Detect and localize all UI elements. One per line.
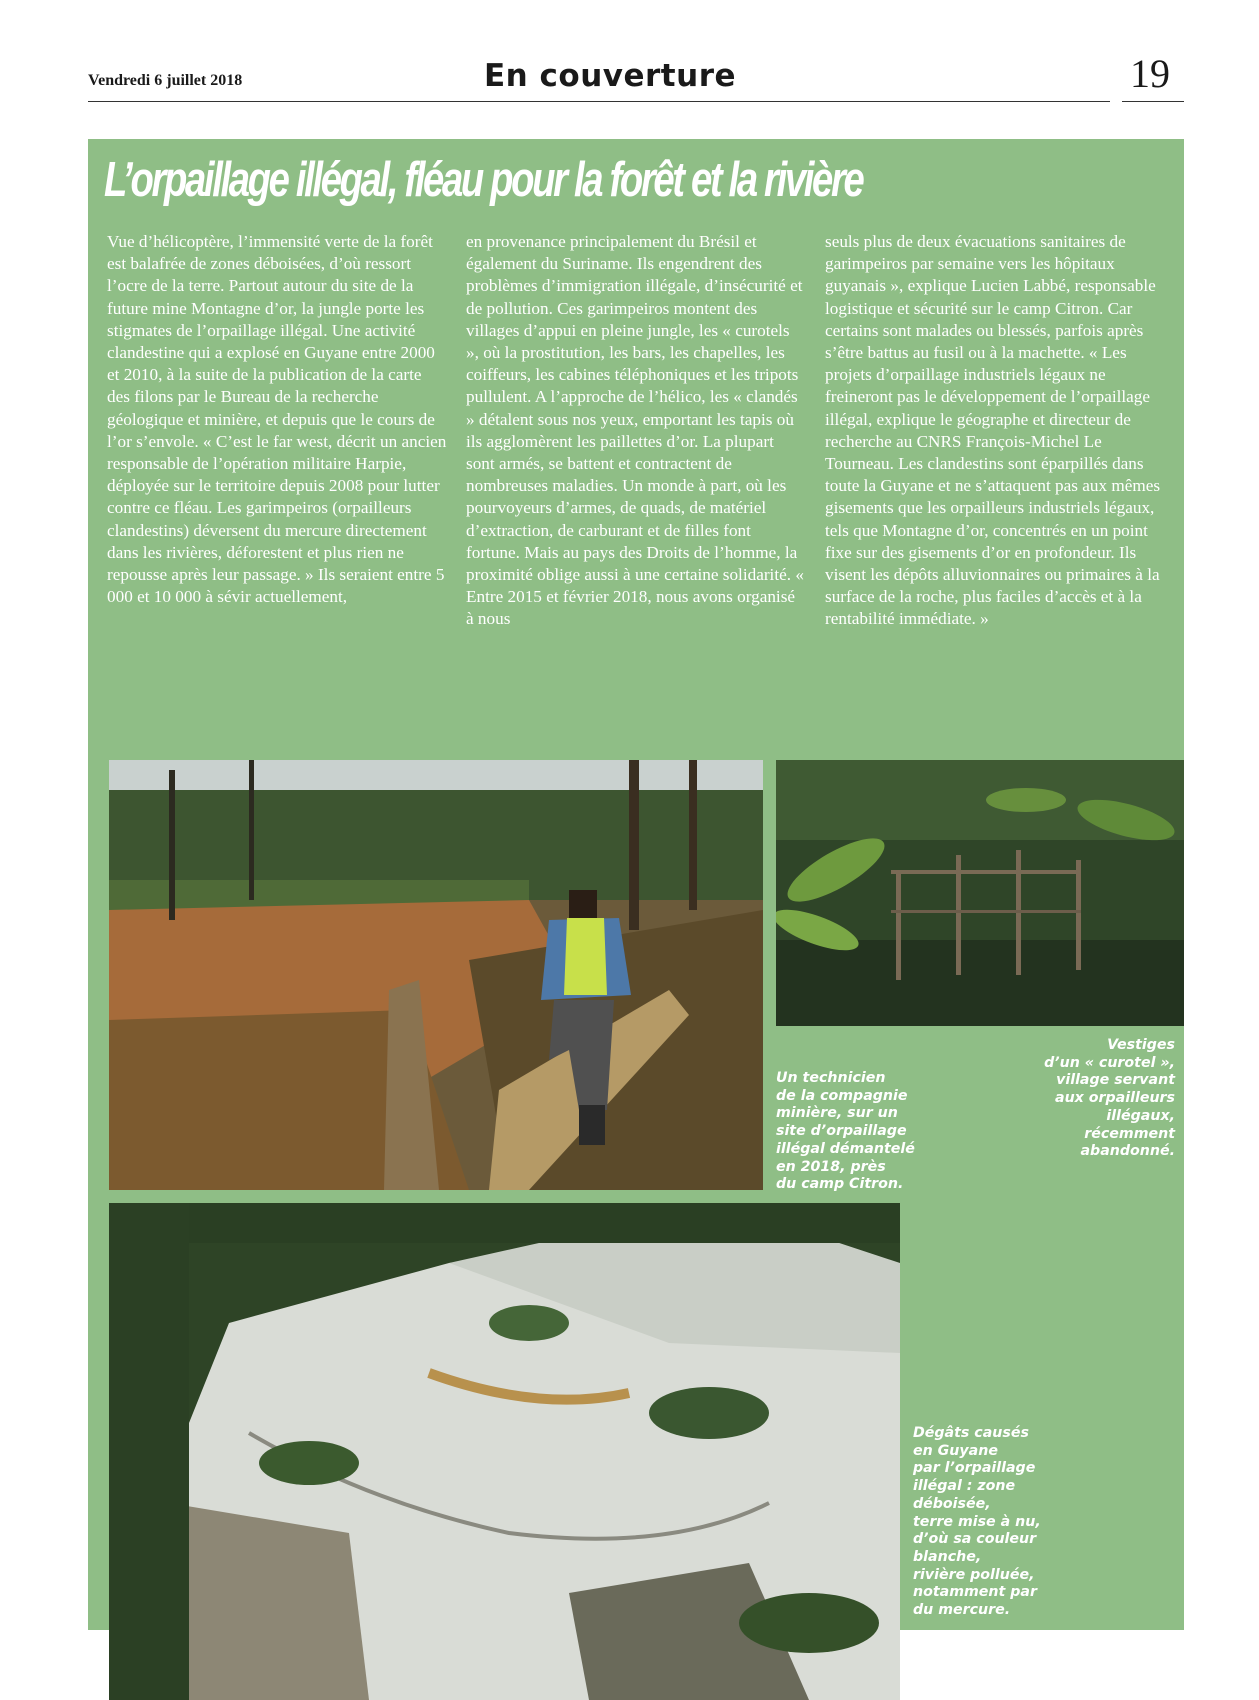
article-title: L’orpaillage illégal, fléau pour la forêt et la rivière — [104, 153, 863, 207]
photo-curotel — [776, 760, 1184, 1026]
caption-curotel: Vestiges d’un « curotel », village servant aux orpailleurs illégaux, récemment abandonné. — [1044, 1037, 1175, 1160]
page-number-rule — [1122, 101, 1184, 102]
article-column-2 — [466, 231, 806, 631]
column-text: en provenance principalement du Brésil et également du Suriname. Ils engendrent des problèmes d’immigration illégale, d’insécurité et de pollution. Ces garimpeiros montent des villages d’appui en pleine jungle, les « curotels », où la prostitution, les bars, les chapelles, les coiffeurs, les cabines téléphoniques et les tripots pullulent. A l’approche de l’hélico, les « clandés » détalent sous nos yeux, emportant les tapis où ils agglomèrent les paillettes d’or. La plupart sont armés, se battent et contractent de nombreuses maladies. Un monde à part, où les pourvoyeurs d’armes, de quads, de matériel d’extraction, de carburant et de filles font fortune. Mais au pays des Droits de l’homme, la proximité oblige aussi à une certaine solidarité. « Entre 2015 et février 2018, nous avons organisé à nous — [466, 232, 804, 629]
header-rule — [88, 101, 1110, 102]
page-number: 19 — [1130, 51, 1170, 96]
caption-damage: Dégâts causés en Guyane par l’orpaillage illégal : zone déboisée, terre mise à nu, d’où sa couleur blanche, rivière polluée, notamment par du mercure. — [913, 1425, 1041, 1619]
section-title: En couverture — [484, 58, 737, 94]
caption-technician: Un technicien de la compagnie minière, sur un site d’orpaillage illégal démantelé en 2018, près du camp Citron. — [776, 1070, 915, 1193]
column-text: Vue d’hélicoptère, l’immensité verte de la forêt est balafrée de zones déboisées, d’où ressort l’ocre de la terre. Partout autour du site de la future mine Montagne d’or, la jungle porte les stigmates de l’orpaillage illégal. Une activité clandestine qui a explosé en Guyane entre 2000 et 2010, à la suite de la publication de la carte des filons par le Bureau de la recherche géologique et minière, et depuis que le cours de l’or s’envole. « C’est le far west, décrit un ancien responsable de l’opération militaire Harpie, déployée sur le territoire depuis 2008 pour lutter contre ce fléau. Les garimpeiros (orpailleurs clandestins) déversent du mercure directement dans les rivières, déforestent et plus rien ne repousse après leur passage. » Ils seraient entre 5 000 et 10 000 à sévir actuellement, — [107, 232, 447, 607]
photo-aerial-damage — [109, 1203, 900, 1700]
article-column-3 — [825, 231, 1165, 631]
photo-technician — [109, 760, 763, 1190]
article-column-1 — [107, 231, 447, 608]
column-text: seuls plus de deux évacuations sanitaires de garimpeiros par semaine vers les hôpitaux guyanais », explique Lucien Labbé, responsable logistique et sécurité sur le camp Citron. Car certains sont malades ou blessés, parfois après s’être battus au fusil ou à la machette. « Les projets d’orpaillage industriels légaux ne freineront pas le développement de l’orpaillage illégal, explique le géographe et directeur de recherche au CNRS François-Michel Le Tourneau. Les clandestins sont éparpillés dans toute la Guyane et ne s’attaquent pas aux mêmes gisements que les orpailleurs industriels légaux, tels que Montagne d’or, concentrés en un point fixe sur des gisements d’or en profondeur. Ils visent les dépôts alluvionnaires ou primaires à la surface de la roche, plus faciles d’accès et à la rentabilité immédiate. » — [825, 232, 1161, 629]
header-date: Vendredi 6 juillet 2018 — [88, 72, 243, 89]
